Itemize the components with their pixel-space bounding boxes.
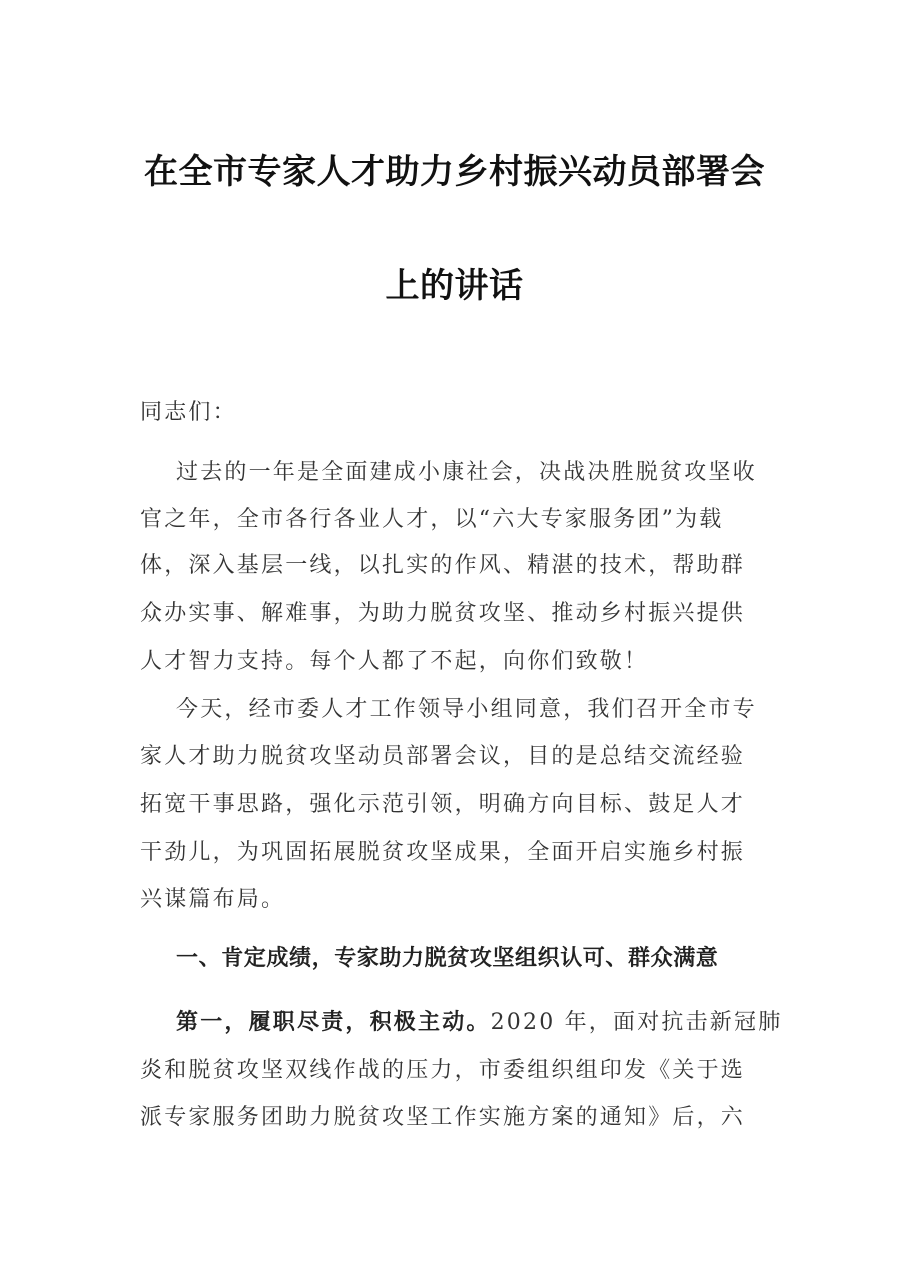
paragraph-2-line-4: 干劲儿，为巩固拓展脱贫攻坚成果，全面开启实施乡村振 <box>140 840 746 865</box>
paragraph-3-line-1 <box>176 1008 782 1038</box>
paragraph-3-line-3: 派专家服务团助力脱贫攻坚工作实施方案的通知》后，六 <box>140 1105 746 1130</box>
salutation: 同志们： <box>140 400 237 425</box>
paragraph-2-line-2: 家人才助力脱贫攻坚动员部署会议，目的是总结交流经验 <box>140 744 746 769</box>
paragraph-1-line-5: 人才智力支持。每个人都了不起，向你们致敬！ <box>140 649 649 674</box>
paragraph-1-line-1: 过去的一年是全面建成小康社会，决战决胜脱贫攻坚收 <box>176 460 757 485</box>
paragraph-2-line-5: 兴谋篇布局。 <box>140 887 286 912</box>
paragraph-3-line-2: 炎和脱贫攻坚双线作战的压力，市委组织组印发《关于选 <box>140 1058 746 1083</box>
document-title-line-2: 上的讲话 <box>385 266 524 306</box>
paragraph-3-line-1-text: 2020 年，面对抗击新冠肺 <box>490 1010 783 1035</box>
paragraph-2-line-1: 今天，经市委人才工作领导小组同意，我们召开全市专 <box>176 697 757 722</box>
paragraph-3-lead: 第一，履职尽责，积极主动。 <box>176 1010 491 1035</box>
paragraph-1-line-3: 体，深入基层一线，以扎实的作风、精湛的技术，帮助群 <box>140 553 746 578</box>
paragraph-1-line-2: 官之年，全市各行各业人才，以“六大专家服务团”为载 <box>140 507 724 532</box>
paragraph-1-line-4: 众办实事、解难事，为助力脱贫攻坚、推动乡村振兴提供 <box>140 601 746 626</box>
document-title-line-1: 在全市专家人才助力乡村振兴动员部署会 <box>144 152 765 192</box>
section-heading-1: 一、肯定成绩，专家助力脱贫攻坚组织认可、群众满意 <box>176 946 719 971</box>
paragraph-2-line-3: 拓宽干事思路，强化示范引领，明确方向目标、鼓足人才 <box>140 792 746 817</box>
